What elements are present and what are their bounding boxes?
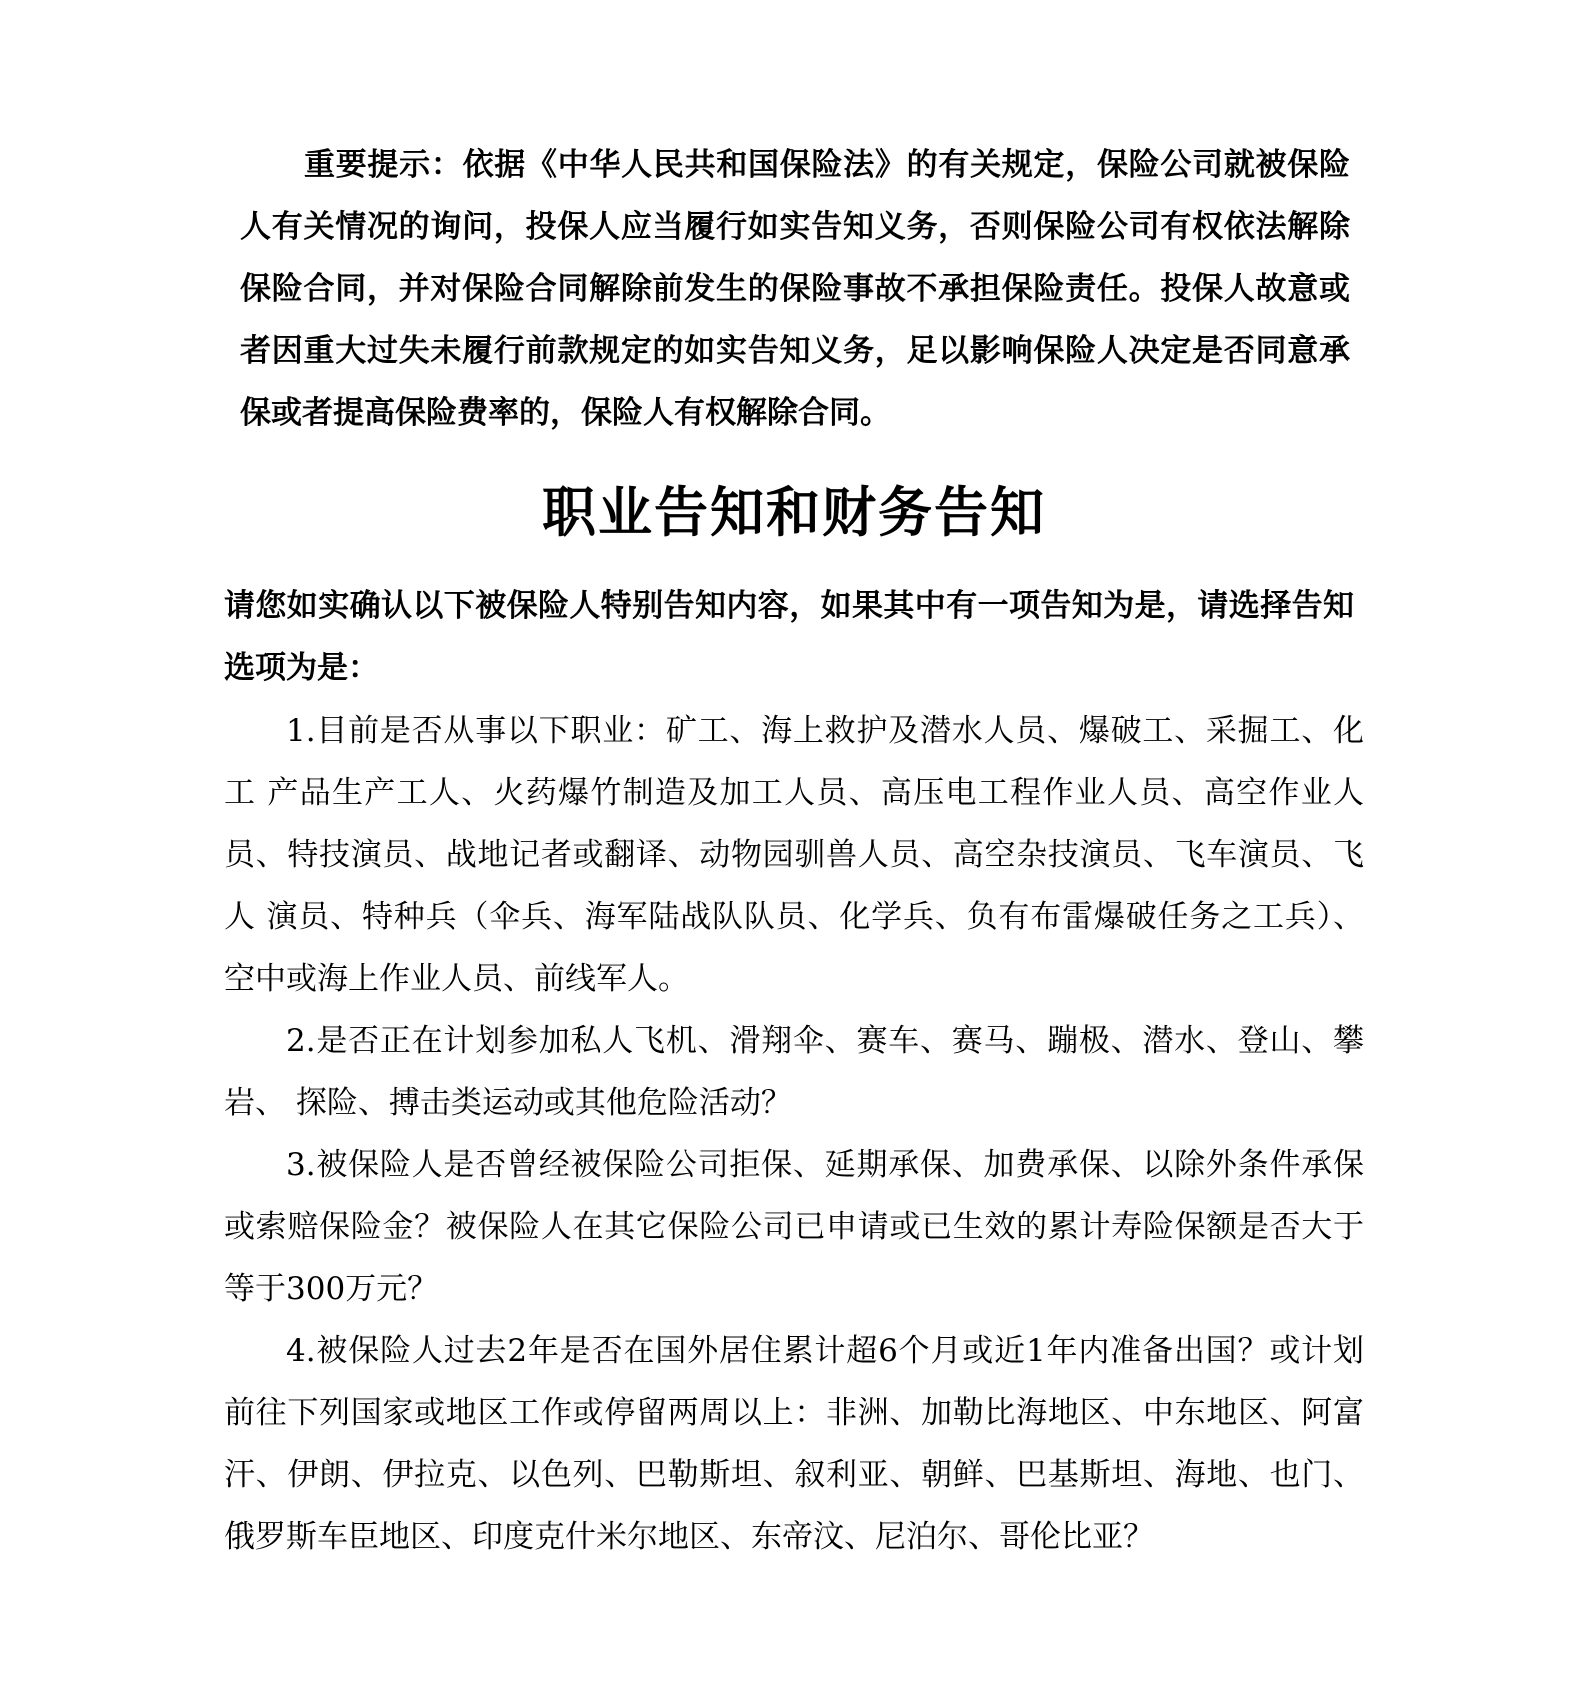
page-title: 职业告知和财务告知 — [542, 480, 1046, 544]
question-list — [224, 700, 1364, 1568]
question-item: 4.被保险人过去2年是否在国外居住累计超6个月或近1年内准备出国？或计划前往下列国家或地区工作或停留两周以上：非洲、加勒比海地区、中东地区、阿富汗、伊朗、伊拉克、以色列、巴勒斯坦、叙利亚、朝鲜、巴基斯坦、海地、也门、俄罗斯车臣地区、印度克什米尔地区、东帝汶、尼泊尔、哥伦比亚？ — [224, 1333, 1364, 1555]
important-notice: 重要提示：依据《中华人民共和国保险法》的有关规定，保险公司就被保险人有关情况的询问，投保人应当履行如实告知义务，否则保险公司有权依法解除保险合同，并对保险合同解除前发生的保险事故不承担保险责任。投保人故意或者因重大过失未履行前款规定的如实告知义务，足以影响保险人决定是否同意承保或者提高保险费率的，保险人有权解除合同。 — [240, 147, 1350, 431]
intro-paragraph: 请您如实确认以下被保险人特别告知内容，如果其中有一项告知为是，请选择告知选项为是： — [224, 588, 1354, 686]
question-item: 2.是否正在计划参加私人飞机、滑翔伞、赛车、赛马、蹦极、潜水、登山、攀岩、 探险、搏击类运动或其他危险活动？ — [224, 1023, 1364, 1121]
question-item: 3.被保险人是否曾经被保险公司拒保、延期承保、加费承保、以除外条件承保或索赔保险金？被保险人在其它保险公司已申请或已生效的累计寿险保额是否大于等于300万元？ — [224, 1147, 1364, 1307]
question-item: 1.目前是否从事以下职业：矿工、海上救护及潜水人员、爆破工、采掘工、化工 产品生产工人、火药爆竹制造及加工人员、高压电工程作业人员、高空作业人员、特技演员、战地记者或翻译、动物园驯兽人员、高空杂技演员、飞车演员、飞人 演员、特种兵（伞兵、海军陆战队队员、化学兵、负有布雷爆破任务之工兵）、空中或海上作业人员、前线军人。 — [224, 713, 1364, 997]
